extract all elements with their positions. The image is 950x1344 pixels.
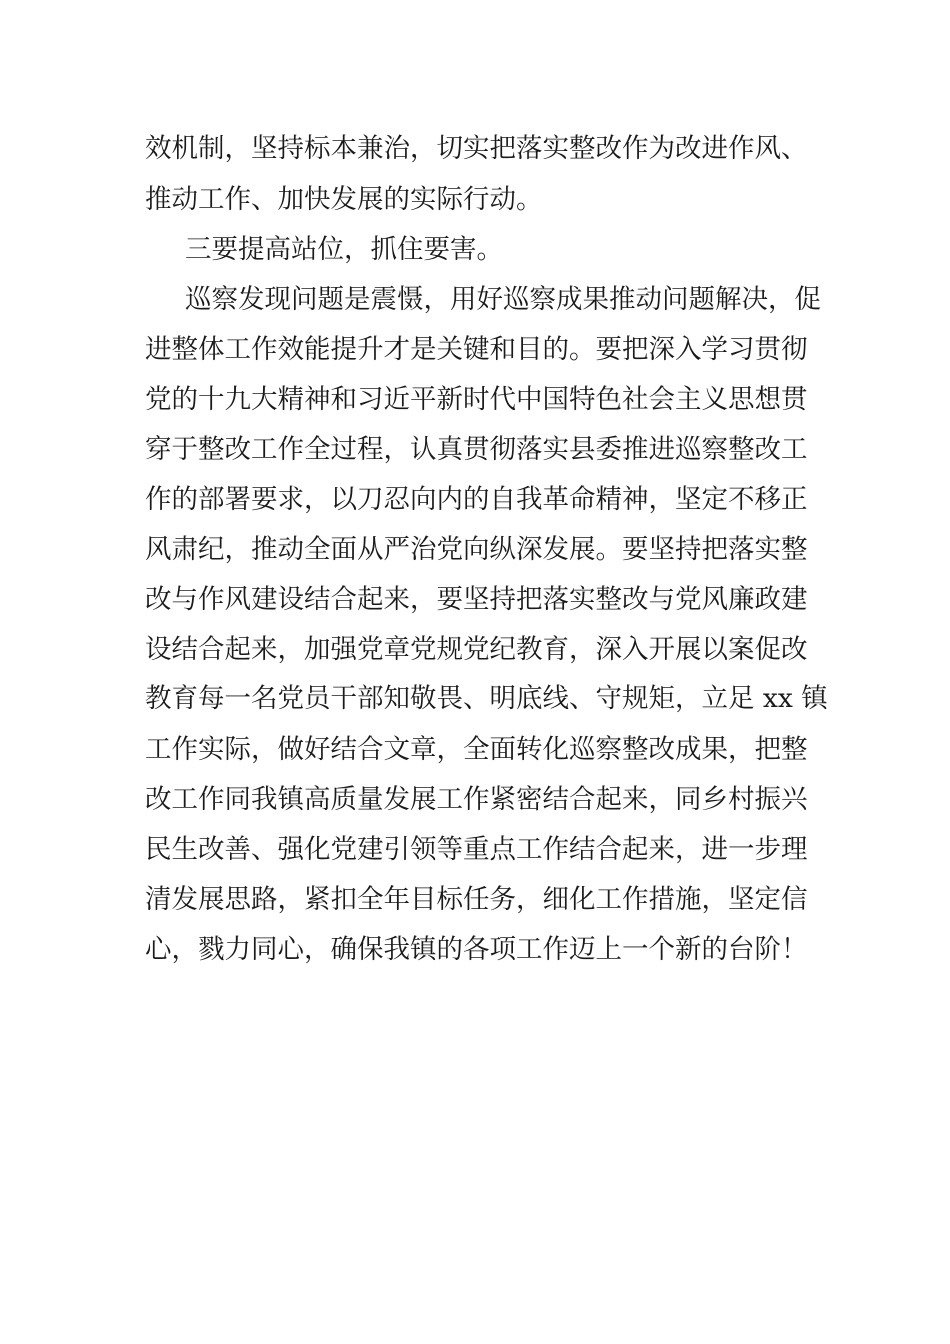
text-line-2: 推动工作、加快发展的实际行动。 — [145, 184, 543, 215]
text-line-10: 改与作风建设结合起来，要坚持把落实整改与党风廉政建 — [145, 584, 808, 615]
text-line-11: 设结合起来，加强党章党规党纪教育，深入开展以案促改 — [145, 634, 808, 665]
text-line-9: 风肃纪，推动全面从严治党向纵深发展。要坚持把落实整 — [145, 534, 808, 565]
text-line-16: 清发展思路，紧扣全年目标任务，细化工作措施，坚定信 — [145, 884, 808, 915]
text-line-4: 巡察发现问题是震慑，用好巡察成果推动问题解决，促 — [185, 284, 821, 315]
paragraph-heading: 三要提高站位，抓住要害。 — [185, 234, 503, 265]
text-line-15: 民生改善、强化党建引领等重点工作结合起来，进一步理 — [145, 834, 808, 865]
text-line-12: 教育每一名党员干部知敬畏、明底线、守规矩，立足 xx 镇 — [145, 683, 828, 714]
text-line-1: 效机制，坚持标本兼治，切实把落实整改作为改进作风、 — [145, 133, 808, 164]
text-line-13: 工作实际，做好结合文章，全面转化巡察整改成果，把整 — [145, 734, 808, 765]
text-line-17: 心，戮力同心，确保我镇的各项工作迈上一个新的台阶！ — [145, 934, 808, 965]
text-line-5: 进整体工作效能提升才是关键和目的。要把深入学习贯彻 — [145, 334, 808, 365]
text-line-6: 党的十九大精神和习近平新时代中国特色社会主义思想贯 — [145, 384, 808, 415]
text-line-14: 改工作同我镇高质量发展工作紧密结合起来，同乡村振兴 — [145, 784, 808, 815]
text-line-8: 作的部署要求，以刀忍向内的自我革命精神，坚定不移正 — [145, 484, 808, 515]
text-line-7: 穿于整改工作全过程，认真贯彻落实县委推进巡察整改工 — [145, 434, 808, 465]
